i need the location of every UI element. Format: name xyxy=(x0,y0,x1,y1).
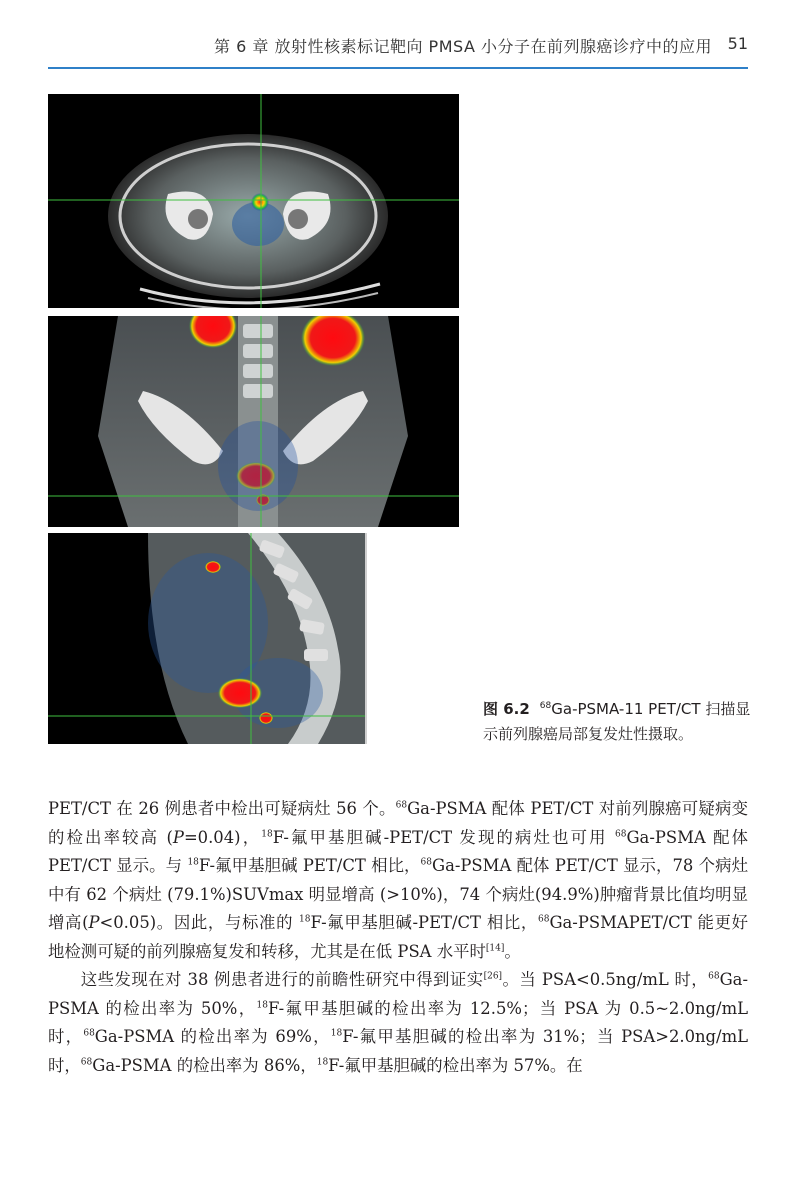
text-run: F-氟甲基胆碱的检出率为 31%；当 PSA>2.0ng/mL 时， xyxy=(48,1027,749,1075)
superscript: 18 xyxy=(316,1057,329,1068)
running-header xyxy=(48,30,748,60)
text-run: F-氟甲基胆碱的检出率为 12.5%；当 PSA 为 0.5~2.0ng/mL 时， xyxy=(48,998,748,1046)
text-run: F-氟甲基胆碱 PET/CT 相比， xyxy=(198,856,421,875)
text-run: Ga-PSMA 的检出率为 69%， xyxy=(94,1027,331,1046)
text-run: 。 xyxy=(504,941,521,961)
text-run: F-氟甲基胆碱-PET/CT 相比， xyxy=(310,913,538,932)
figure-number: 图 6.2 xyxy=(483,700,530,718)
sagittal-pet-ct-image xyxy=(48,533,459,744)
text-run: Ga-PSMAPET/CT 能更好地检测可疑的前列腺癌复发和转移，尤其是在低 PSA 水平时 xyxy=(48,913,748,961)
text-run: 这些发现在对 38 例患者进行的前瞻性研究中得到证实 xyxy=(80,970,484,989)
italic-symbol: P xyxy=(172,827,184,847)
axial-pet-ct-image xyxy=(48,94,459,308)
text-run: Ga-PSMA 的检出率为 86%， xyxy=(92,1055,317,1075)
figure-caption-text: Ga-PSMA-11 PET/CT 扫描显示前列腺癌局部复发灶性摄取。 xyxy=(483,700,751,743)
superscript: 18 xyxy=(261,829,273,840)
italic-symbol: P xyxy=(88,913,100,932)
text-run: =0.04)， xyxy=(183,827,262,847)
text-run: Ga-PSMA 配体 PET/CT 显示，78 个病灶中有 62 个病灶 (79.1%)SUVmax 明显增高 (>10%)，74 个病灶(94.9%)肿瘤背景比值均明显增高( xyxy=(48,856,749,932)
superscript: [14] xyxy=(485,943,505,954)
text-run: PET/CT 在 26 例患者中检出可疑病灶 56 个。 xyxy=(48,799,396,818)
isotope-superscript: 68 xyxy=(539,701,552,711)
superscript: 68 xyxy=(537,914,550,925)
paragraph-2 xyxy=(48,966,748,1080)
superscript: 68 xyxy=(395,800,408,811)
superscript: 18 xyxy=(299,914,311,925)
coronal-pet-ct-image xyxy=(48,316,459,527)
superscript: 18 xyxy=(330,1028,343,1039)
chapter-title: 第 6 章 放射性核素标记靶向 PMSA 小分子在前列腺癌诊疗中的应用 xyxy=(214,37,712,56)
paragraph-1 xyxy=(48,795,748,966)
superscript: 68 xyxy=(83,1028,95,1039)
text-run: Ga-PSMA 的检出率为 50%， xyxy=(48,970,748,1018)
body-text xyxy=(48,795,748,1080)
superscript: 68 xyxy=(420,857,432,868)
superscript: [26] xyxy=(483,971,503,982)
superscript: 18 xyxy=(256,1000,268,1011)
superscript: 68 xyxy=(80,1057,93,1068)
text-run: F-氟甲基胆碱的检出率为 57%。在 xyxy=(328,1055,583,1075)
text-run: Ga-PSMA 配体 PET/CT 对前列腺癌可疑病变的检出率较高 ( xyxy=(48,799,748,847)
superscript: 18 xyxy=(187,857,199,868)
page-number: 51 xyxy=(727,34,748,53)
superscript: 68 xyxy=(615,829,627,840)
header-rule xyxy=(48,67,748,69)
text-run: 。当 PSA<0.5ng/mL 时， xyxy=(502,970,709,989)
text-run: Ga-PSMA 配体 PET/CT 显示。与 xyxy=(48,827,748,875)
text-run: <0.05)。因此，与标准的 xyxy=(99,913,300,932)
figure-caption xyxy=(483,697,753,747)
text-run: F-氟甲基胆碱-PET/CT 发现的病灶也可用 xyxy=(272,827,615,847)
superscript: 68 xyxy=(708,971,720,982)
